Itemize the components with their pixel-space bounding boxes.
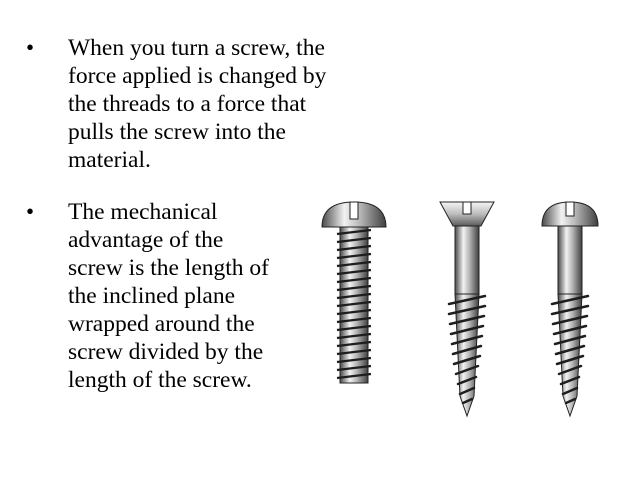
bullet-line: wrapped around the [68, 311, 255, 337]
bullet-line: screw divided by the [68, 339, 264, 365]
bullet-marker: • [26, 35, 35, 60]
bullet-line: screw is the length of [68, 255, 270, 281]
bullet-line: pulls the screw into the [68, 119, 286, 145]
bullet-item [26, 198, 318, 394]
screw-slot [350, 202, 358, 219]
screw-shank [455, 226, 479, 294]
bullet-line: the threads to a force that [68, 91, 307, 117]
bullet-line: the inclined plane [68, 283, 236, 309]
bullet-line: advantage of the [68, 227, 224, 253]
screw-slot [463, 202, 471, 214]
bullet-line: material. [68, 147, 151, 173]
machine-screw [322, 202, 386, 383]
flat-head-wood-screw [440, 202, 494, 416]
screw-slot [566, 202, 574, 216]
bullet-line: length of the screw. [68, 367, 252, 393]
bullet-marker: • [26, 199, 35, 224]
bullet-item [26, 34, 398, 174]
bullet-line: When you turn a screw, the [68, 35, 325, 61]
screws-illustration [318, 196, 618, 426]
bullet-line: force applied is changed by [68, 63, 327, 89]
bullet-line: The mechanical [68, 199, 218, 225]
round-head-wood-screw [542, 202, 598, 416]
screw-shank [558, 226, 582, 294]
